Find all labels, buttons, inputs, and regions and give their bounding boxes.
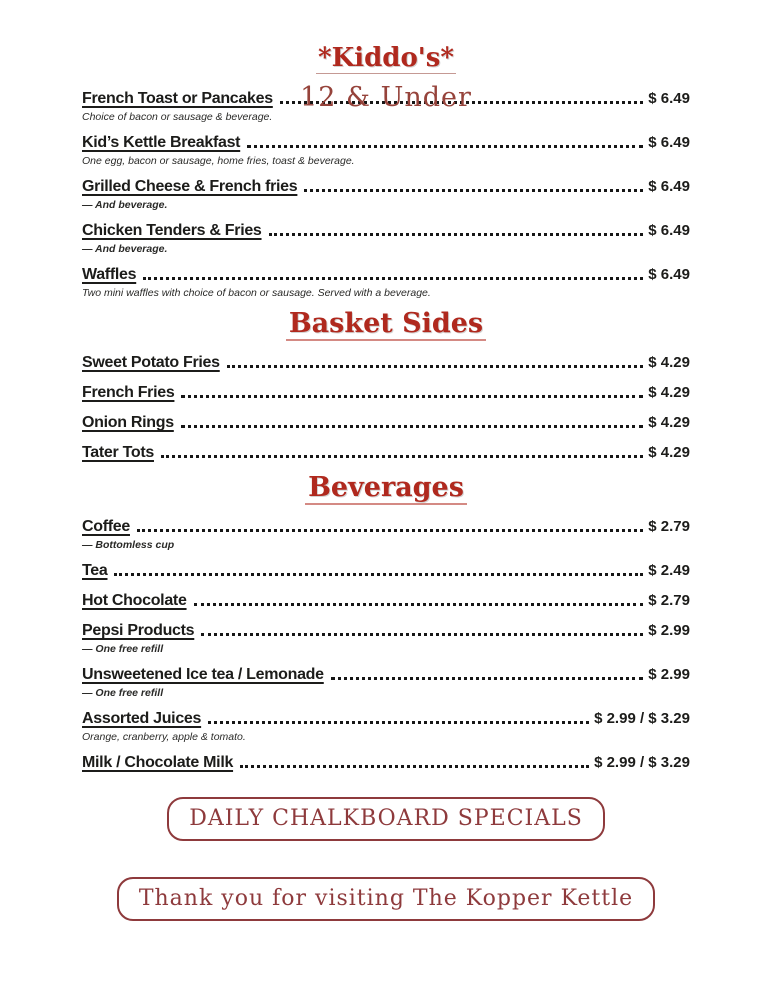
menu-item-price: $ 2.99 / $ 3.29 (594, 754, 690, 771)
section-basket-sides (82, 309, 690, 463)
menu-item-description: Orange, cranberry, apple & tomato. (82, 731, 246, 743)
menu-item-label: Kid’s Kettle Breakfast (82, 134, 241, 151)
dotted-leader (247, 145, 643, 148)
menu-item-line (82, 753, 690, 773)
menu-item-label: Waffles (82, 266, 137, 283)
section-heading-beverages: Beverages (305, 473, 467, 505)
menu-item-line (82, 517, 690, 537)
thank-you-badge: Thank you for visiting The Kopper Kettle (117, 877, 655, 921)
menu-item-description: — And beverage. (82, 243, 168, 255)
menu-item-price: $ 4.29 (648, 414, 690, 431)
menu-item-description: — One free refill (82, 687, 164, 699)
menu-item-label: Coffee (82, 518, 130, 535)
menu-item-row (82, 561, 690, 581)
menu-item-line (82, 591, 690, 611)
menu-item-line (82, 665, 690, 685)
page-title: *Kiddo's* (318, 43, 454, 73)
menu-item-price: $ 6.49 (648, 90, 690, 107)
menu-item-line (82, 413, 690, 433)
menu-item-row (82, 383, 690, 403)
dotted-leader (208, 721, 589, 724)
menu-item-row (82, 753, 690, 773)
menu-item-description: Choice of bacon or sausage & beverage. (82, 111, 273, 123)
page-header (82, 44, 690, 74)
dotted-leader (181, 395, 643, 398)
menu-item-line (82, 709, 690, 729)
menu-item-price: $ 2.99 (648, 666, 690, 683)
menu-item-row (82, 177, 690, 211)
section-heading-basket-sides: Basket Sides (286, 309, 486, 341)
dotted-leader (161, 455, 643, 458)
menu-item-row (82, 709, 690, 743)
menu-item-price: $ 6.49 (648, 222, 690, 239)
menu-item-label: Sweet Potato Fries (82, 354, 220, 371)
menu-item-line (82, 265, 690, 285)
menu-item-row (82, 591, 690, 611)
dotted-leader (114, 573, 643, 576)
menu-item-row (82, 265, 690, 299)
menu-item-label: Assorted Juices (82, 710, 202, 727)
menu-item-line (82, 621, 690, 641)
menu-item-label: French Toast or Pancakes (82, 90, 273, 107)
section-heading-wrap (82, 309, 690, 341)
menu-item-label: Milk / Chocolate Milk (82, 754, 234, 771)
dotted-leader (143, 277, 643, 280)
menu-item-price: $ 6.49 (648, 266, 690, 283)
menu-item-label: Hot Chocolate (82, 592, 187, 609)
menu-item-label: Grilled Cheese & French fries (82, 178, 298, 195)
menu-item-label: Tater Tots (82, 444, 154, 461)
menu-sections (82, 89, 690, 773)
dotted-leader (269, 233, 644, 236)
menu-item-row (82, 221, 690, 255)
menu-item-row (82, 353, 690, 373)
menu-item-price: $ 4.29 (648, 444, 690, 461)
section-beverages (82, 473, 690, 773)
page-footer (82, 797, 690, 921)
menu-item-row (82, 413, 690, 433)
menu-item-price: $ 2.99 / $ 3.29 (594, 710, 690, 727)
menu-item-price: $ 2.49 (648, 562, 690, 579)
section-heading-wrap (82, 473, 690, 505)
chalkboard-specials-badge: DAILY CHALKBOARD SPECIALS (167, 797, 605, 841)
menu-item-price: $ 2.79 (648, 592, 690, 609)
menu-item-price: $ 4.29 (648, 354, 690, 371)
menu-item-label: Chicken Tenders & Fries (82, 222, 262, 239)
dotted-leader (331, 677, 644, 680)
dotted-leader (194, 603, 644, 606)
dotted-leader (181, 425, 643, 428)
menu-main (82, 82, 690, 773)
menu-item-line (82, 133, 690, 153)
menu-item-line (82, 177, 690, 197)
section-kiddos (82, 89, 690, 299)
menu-item-row (82, 517, 690, 551)
menu-item-label: Unsweetened Ice tea / Lemonade (82, 666, 324, 683)
menu-item-description: — Bottomless cup (82, 539, 175, 551)
menu-item-description: — One free refill (82, 643, 164, 655)
menu-item-line (82, 221, 690, 241)
menu-item-line (82, 383, 690, 403)
menu-item-price: $ 2.99 (648, 622, 690, 639)
menu-item-row (82, 621, 690, 655)
menu-item-price: $ 6.49 (648, 134, 690, 151)
menu-item-label: Pepsi Products (82, 622, 195, 639)
menu-item-line (82, 443, 690, 463)
menu-item-line (82, 561, 690, 581)
page-subtitle: 12 & Under (300, 82, 472, 113)
dotted-leader (304, 189, 643, 192)
badge-spacer (82, 841, 690, 877)
menu-item-line (82, 353, 690, 373)
dotted-leader (201, 633, 643, 636)
dotted-leader (137, 529, 643, 532)
menu-item-price: $ 6.49 (648, 178, 690, 195)
dotted-leader (240, 765, 589, 768)
menu-item-description: Two mini waffles with choice of bacon or sausage. Served with a beverage. (82, 287, 431, 299)
menu-item-label: Onion Rings (82, 414, 174, 431)
menu-item-row (82, 133, 690, 167)
menu-item-row (82, 443, 690, 463)
menu-item-price: $ 2.79 (648, 518, 690, 535)
menu-item-description: One egg, bacon or sausage, home fries, toast & beverage. (82, 155, 355, 167)
menu-item-label: Tea (82, 562, 108, 579)
menu-item-price: $ 4.29 (648, 384, 690, 401)
menu-item-description: — And beverage. (82, 199, 168, 211)
menu-item-label: French Fries (82, 384, 175, 401)
dotted-leader (227, 365, 644, 368)
menu-item-row (82, 665, 690, 699)
